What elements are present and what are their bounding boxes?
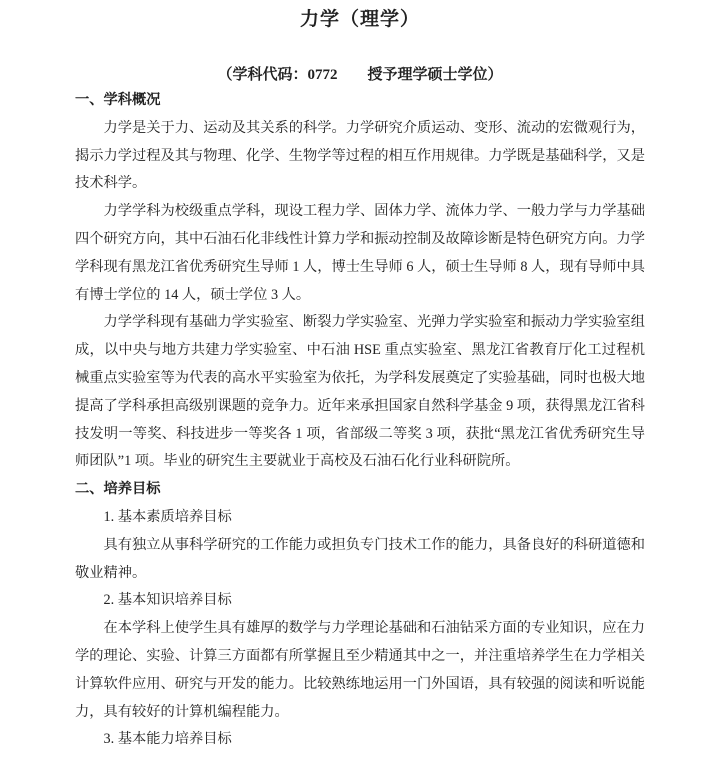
section-heading-training-goals: 二、培养目标 [75,481,161,498]
goal-item-1-body: 具有独立从事科学研究的工作能力或担负专门技术工作的能力，具备良好的科研道德和敬业精神。 [75,536,646,581]
discipline-code-subtitle: （学科代码：0772 授予理学硕士学位） [217,67,503,83]
goal-item-3-label: 3. 基本能力培养目标 [103,731,232,748]
page-title: 力学（理学） [299,9,420,30]
goal-item-1-label: 1. 基本素质培养目标 [103,508,232,525]
overview-paragraph-3: 力学学科现有基础力学实验室、断裂力学实验室、光弹力学实验室和振动力学实验室组成，以中央与地方共建力学实验室、中石油 HSE 重点实验室、黑龙江省教育厅化工过程机械重点实验室等为代表的高水平实验室为依托，为学科发展奠定了实验基础，同时也极大地提高了学科承担高级别课题的竞争力。近年来承担国家自然科学基金 9 项，获得黑龙江省科技发明一等奖、科技进步一等奖各 1 项，省部级二等奖 3 项，获批“黑龙江省优秀研究生导师团队”1 项。毕业的研究生主要就业于高校及石油石化行业科研院所。 [75,314,646,470]
document-body [75,87,645,754]
overview-paragraph-2: 力学学科为校级重点学科，现设工程力学、固体力学、流体力学、一般力学与力学基础四个研究方向，其中石油石化非线性计算力学和振动控制及故障诊断是特色研究方向。力学学科现有黑龙江省优秀研究生导师 1 人，博士生导师 6 人，硕士生导师 8 人，现有导师中具有博士学位的 14 人，硕士学位 3 人。 [75,203,646,303]
goal-item-2-label: 2. 基本知识培养目标 [103,592,232,609]
section-heading-overview: 一、学科概况 [75,92,161,108]
overview-paragraph-1: 力学是关于力、运动及其关系的科学。力学研究介质运动、变形、流动的宏微观行为，揭示力学过程及其与物理、化学、生物学等过程的相互作用规律。力学既是基础科学，又是技术科学。 [75,119,646,192]
goal-item-2-body: 在本学科上使学生具有雄厚的数学与力学理论基础和石油钻采方面的专业知识，应在力学的理论、实验、计算三方面都有所掌握且至少精通其中之一，并注重培养学生在力学相关计算软件应用、研究与开发的能力。比较熟练地运用一门外国语，具有较强的阅读和听说能力，具有较好的计算机编程能力。 [75,620,646,720]
